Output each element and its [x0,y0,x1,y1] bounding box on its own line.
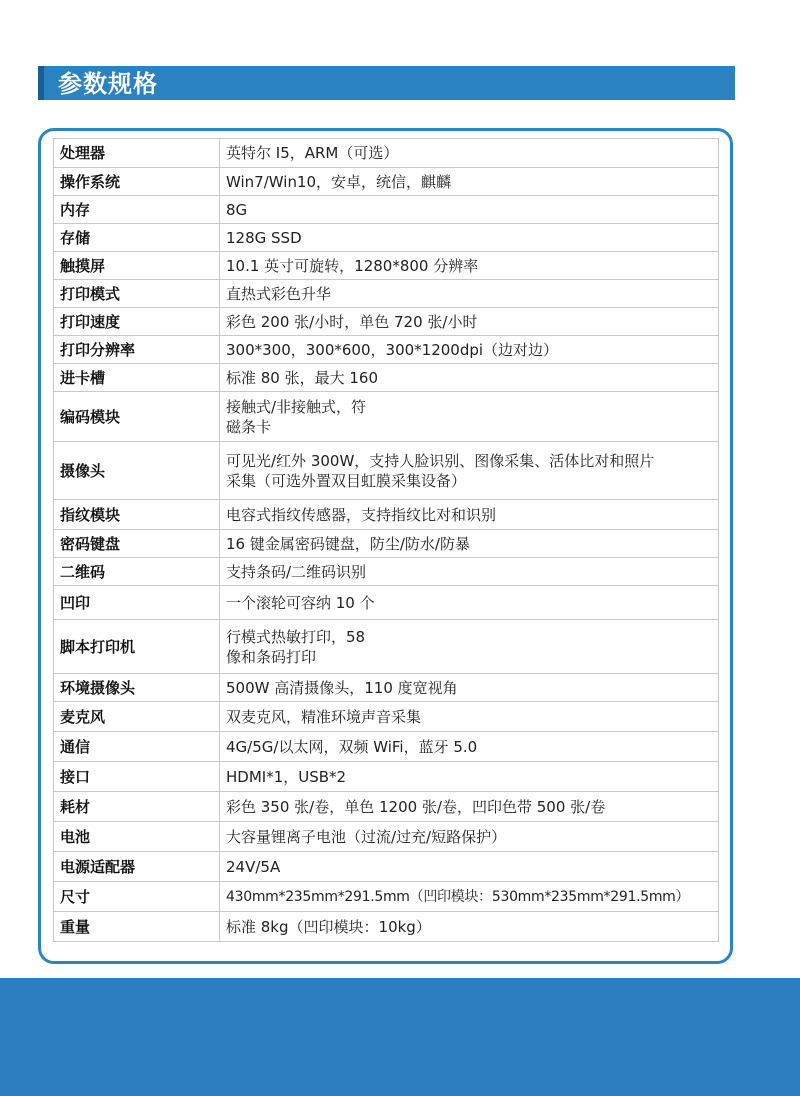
spec-value: 16 键金属密码键盘，防尘/防水/防暴 [220,530,719,558]
spec-label: 进卡槽 [54,364,220,392]
spec-value: 标准 8kg（凹印模块：10kg） [220,912,719,942]
table-row [54,392,719,442]
spec-label: 脚本打印机 [54,620,220,674]
spec-label: 重量 [54,912,220,942]
table-row [54,364,719,392]
table-row [54,139,719,168]
spec-value-line: 可见光/红外 300W，支持人脸识别、图像采集、活体比对和照片 [226,451,655,470]
spec-label: 通信 [54,732,220,762]
spec-label: 电池 [54,822,220,852]
table-row [54,620,719,674]
spec-value: 一个滚轮可容纳 10 个 [220,586,719,620]
spec-value [220,392,719,442]
spec-label: 凹印 [54,586,220,620]
spec-value: 430mm*235mm*291.5mm（凹印模块：530mm*235mm*291.5mm） [220,882,719,912]
table-row [54,530,719,558]
section-title: 参数规格 [58,70,158,98]
spec-value: 300*300，300*600，300*1200dpi（边对边） [220,336,719,364]
table-row [54,586,719,620]
spec-value: Win7/Win10，安卓，统信，麒麟 [220,168,719,196]
table-row [54,702,719,732]
spec-label: 触摸屏 [54,252,220,280]
spec-value: 8G [220,196,719,224]
spec-label: 编码模块 [54,392,220,442]
spec-value [220,620,719,674]
spec-label: 打印分辨率 [54,336,220,364]
spec-label: 耗材 [54,792,220,822]
spec-label: 打印模式 [54,280,220,308]
spec-value: HDMI*1，USB*2 [220,762,719,792]
spec-value: 双麦克风，精准环境声音采集 [220,702,719,732]
spec-label: 二维码 [54,558,220,586]
spec-label: 环境摄像头 [54,674,220,702]
table-row [54,674,719,702]
spec-value: 电容式指纹传感器，支持指纹比对和识别 [220,500,719,530]
spec-value: 大容量锂离子电池（过流/过充/短路保护） [220,822,719,852]
table-row [54,792,719,822]
spec-value: 直热式彩色升华 [220,280,719,308]
spec-value: 英特尔 I5，ARM（可选） [220,139,719,168]
table-row [54,500,719,530]
table-row [54,252,719,280]
spec-value: 4G/5G/以太网，双频 WiFi，蓝牙 5.0 [220,732,719,762]
spec-table [53,138,719,942]
table-row [54,882,719,912]
spec-value-line: 像和条码打印 [226,647,317,666]
spec-value-line: 磁条卡 [226,417,272,436]
table-row [54,224,719,252]
spec-value: 24V/5A [220,852,719,882]
table-row [54,280,719,308]
spec-value-line: 接触式/非接触式，符 [226,397,367,416]
table-row [54,336,719,364]
table-row [54,168,719,196]
spec-label: 操作系统 [54,168,220,196]
spec-label: 接口 [54,762,220,792]
spec-label: 指纹模块 [54,500,220,530]
spec-label: 存储 [54,224,220,252]
table-row [54,196,719,224]
spec-value: 彩色 200 张/小时，单色 720 张/小时 [220,308,719,336]
table-row [54,558,719,586]
table-row [54,852,719,882]
spec-label: 打印速度 [54,308,220,336]
table-row [54,308,719,336]
spec-value: 彩色 350 张/卷，单色 1200 张/卷，凹印色带 500 张/卷 [220,792,719,822]
spec-label: 麦克风 [54,702,220,732]
table-row [54,732,719,762]
table-row [54,442,719,500]
table-row [54,762,719,792]
spec-value-line: 行模式热敏打印，58 [226,627,366,646]
spec-value: 支持条码/二维码识别 [220,558,719,586]
spec-value-line: 采集（可选外置双目虹膜采集设备） [226,471,467,490]
spec-value: 标准 80 张，最大 160 [220,364,719,392]
table-row [54,912,719,942]
spec-value: 128G SSD [220,224,719,252]
spec-label: 处理器 [54,139,220,168]
spec-value: 10.1 英寸可旋转，1280*800 分辨率 [220,252,719,280]
spec-label: 摄像头 [54,442,220,500]
spec-value [220,442,719,500]
spec-label: 尺寸 [54,882,220,912]
table-row [54,822,719,852]
section-header-accent [38,66,44,100]
spec-label: 电源适配器 [54,852,220,882]
footer-band [0,978,800,1096]
spec-value: 500W 高清摄像头，110 度宽视角 [220,674,719,702]
spec-label: 内存 [54,196,220,224]
spec-label: 密码键盘 [54,530,220,558]
